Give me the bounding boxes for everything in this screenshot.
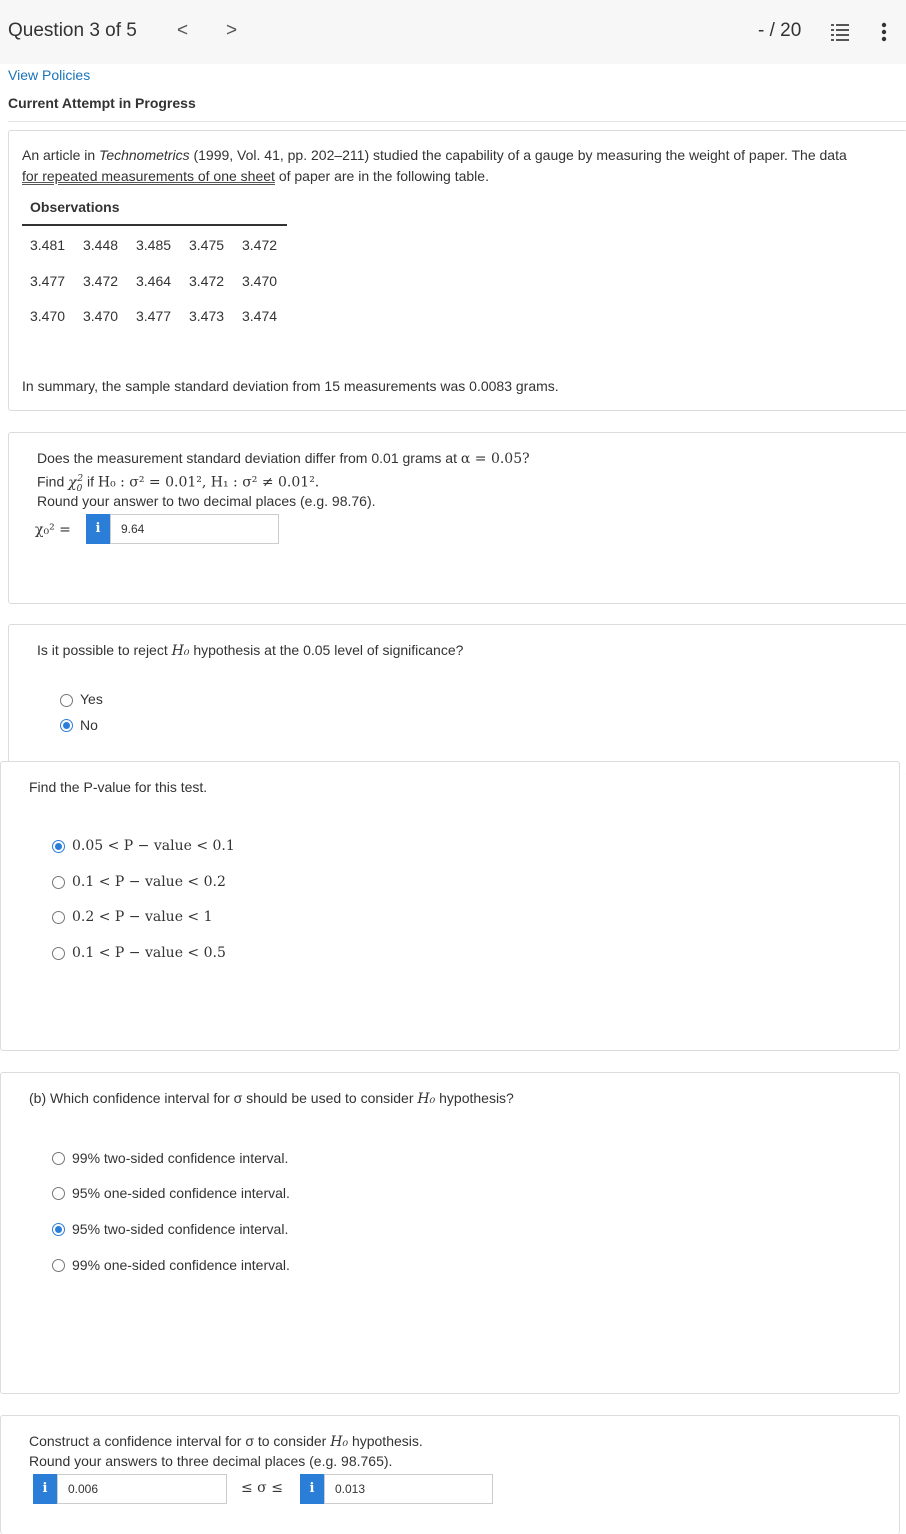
- part-a-line-2: Find $\chi_0^2$ if H₀ : σ² = 0.01², H₁ : σ² ≠ 0.01².: [37, 473, 320, 494]
- divider: [8, 121, 906, 122]
- option-label: No: [80, 717, 98, 733]
- intro-line-1: An article in Technometrics (1999, Vol. 41, pp. 202–211) studied the capability of a gauge by measuring the weight of paper. The data: [22, 147, 847, 163]
- prev-question-button[interactable]: <: [177, 20, 189, 41]
- table-cell: 3.472: [83, 273, 119, 289]
- table-cell: 3.448: [83, 237, 119, 253]
- info-icon[interactable]: i: [33, 1474, 57, 1504]
- table-cell: 3.473: [189, 308, 225, 324]
- attempt-status: Current Attempt in Progress: [8, 95, 196, 111]
- observations-row-2: [30, 273, 295, 289]
- chi-square-input[interactable]: 9.64: [110, 514, 279, 544]
- observations-header: Observations: [30, 199, 120, 215]
- part-a-line-3: Round your answer to two decimal places (e.g. 98.76).: [37, 493, 376, 509]
- table-header-rule: [22, 224, 287, 226]
- info-icon[interactable]: i: [300, 1474, 324, 1504]
- option-label: 95% two-sided confidence interval.: [72, 1221, 289, 1237]
- table-cell: 3.472: [242, 237, 278, 253]
- option-label: 0.1 < P − value < 0.2: [72, 874, 226, 890]
- summary-text: In summary, the sample standard deviation from 15 measurements was 0.0083 grams.: [22, 378, 559, 394]
- table-cell: 3.481: [30, 237, 66, 253]
- observations-row-1: [30, 237, 295, 253]
- table-cell: 3.477: [30, 273, 66, 289]
- table-cell: 3.477: [136, 308, 172, 324]
- option-label: Yes: [80, 691, 103, 707]
- top-bar: [0, 0, 906, 64]
- intro-line-2: for repeated measurements of one sheet of paper are in the following table.: [22, 168, 489, 184]
- option-label: 0.05 < P − value < 0.1: [72, 838, 235, 854]
- table-cell: 3.485: [136, 237, 172, 253]
- radio-ci-3[interactable]: [52, 1223, 65, 1236]
- table-cell: 3.470: [83, 308, 119, 324]
- table-cell: 3.475: [189, 237, 225, 253]
- part-b-question: (b) Which confidence interval for σ should be used to consider H₀ hypothesis?: [29, 1090, 514, 1107]
- option-label: 99% one-sided confidence interval.: [72, 1257, 290, 1273]
- radio-ci-1[interactable]: [52, 1152, 65, 1165]
- table-cell: 3.472: [189, 273, 225, 289]
- radio-yes[interactable]: [60, 694, 73, 707]
- radio-pvalue-1[interactable]: [52, 840, 65, 853]
- option-label: 99% two-sided confidence interval.: [72, 1150, 289, 1166]
- radio-ci-2[interactable]: [52, 1187, 65, 1200]
- table-cell: 3.470: [242, 273, 278, 289]
- score: - / 20: [758, 20, 802, 41]
- reject-question: Is it possible to reject H₀ hypothesis at the 0.05 level of significance?: [37, 642, 464, 659]
- observations-row-3: [30, 308, 295, 324]
- table-cell: 3.464: [136, 273, 172, 289]
- p-value-card: [0, 761, 900, 1051]
- part-a-line-1: Does the measurement standard deviation differ from 0.01 grams at α = 0.05?: [37, 450, 530, 467]
- option-label: 95% one-sided confidence interval.: [72, 1185, 290, 1201]
- radio-pvalue-2[interactable]: [52, 876, 65, 889]
- more-options-icon[interactable]: [880, 20, 888, 44]
- ci-upper-input[interactable]: 0.013: [324, 1474, 493, 1504]
- question-counter: Question 3 of 5: [8, 20, 137, 41]
- option-label: 0.2 < P − value < 1: [72, 909, 213, 925]
- option-label: 0.1 < P − value < 0.5: [72, 945, 226, 961]
- radio-ci-4[interactable]: [52, 1259, 65, 1272]
- next-question-button[interactable]: >: [226, 20, 238, 41]
- radio-pvalue-3[interactable]: [52, 911, 65, 924]
- radio-pvalue-4[interactable]: [52, 947, 65, 960]
- ci-lower-input[interactable]: 0.006: [57, 1474, 227, 1504]
- table-cell: 3.474: [242, 308, 278, 324]
- journal-name: Technometrics: [99, 147, 190, 163]
- ci-line-1: Construct a confidence interval for σ to consider H₀ hypothesis.: [29, 1433, 423, 1450]
- table-cell: 3.470: [30, 308, 66, 324]
- p-value-question: Find the P-value for this test.: [29, 779, 208, 795]
- view-policies-link[interactable]: View Policies: [8, 67, 91, 83]
- ci-inequality: ≤ σ ≤: [241, 1480, 283, 1496]
- question-list-icon[interactable]: [830, 22, 850, 42]
- ci-line-2: Round your answers to three decimal places (e.g. 98.765).: [29, 1453, 393, 1469]
- info-icon[interactable]: i: [86, 514, 110, 544]
- radio-no[interactable]: [60, 719, 73, 732]
- chi-square-label: χ₀² =: [35, 522, 71, 538]
